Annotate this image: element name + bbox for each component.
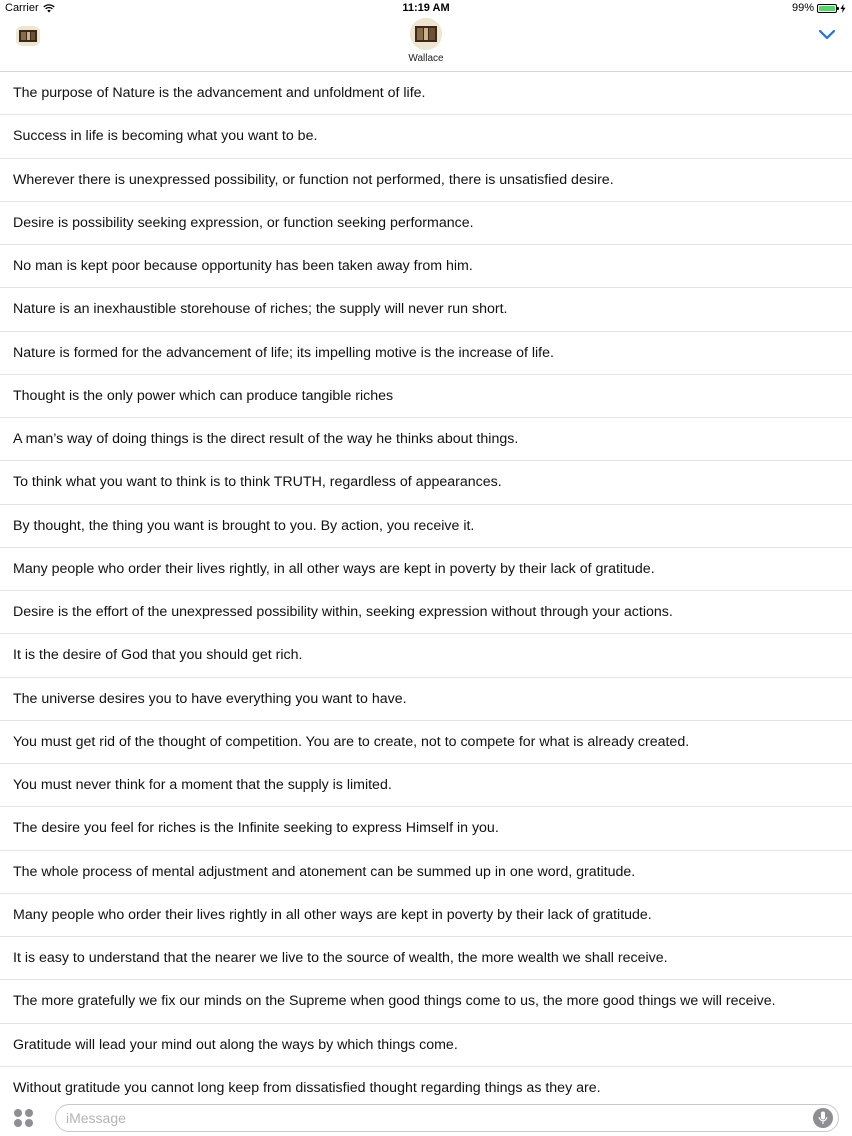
quote-row[interactable]: A man’s way of doing things is the direct result of the way he thinks about things. — [0, 418, 852, 461]
quote-row[interactable]: By thought, the thing you want is brought to you. By action, you receive it. — [0, 505, 852, 548]
battery-indicator — [792, 2, 846, 14]
message-compose-bar — [0, 1100, 852, 1136]
chevron-down-icon[interactable] — [818, 28, 836, 42]
quote-row[interactable]: Many people who order their lives rightly in all other ways are kept in poverty by their lack of gratitude. — [0, 894, 852, 937]
quote-row[interactable]: The more gratefully we fix our minds on the Supreme when good things come to us, the more good things we will receive. — [0, 980, 852, 1023]
dictation-button[interactable] — [813, 1108, 833, 1128]
contact-avatar[interactable] — [410, 18, 442, 50]
quote-row[interactable]: You must get rid of the thought of competition. You are to create, not to compete for what is already created. — [0, 721, 852, 764]
quote-row[interactable]: The desire you feel for riches is the Infinite seeking to express Himself in you. — [0, 807, 852, 850]
quote-row[interactable]: To think what you want to think is to think TRUTH, regardless of appearances. — [0, 461, 852, 504]
microphone-icon — [818, 1111, 828, 1125]
quote-row[interactable]: Desire is the effort of the unexpressed possibility within, seeking expression without through your actions. — [0, 591, 852, 634]
message-input[interactable] — [55, 1104, 839, 1132]
quote-row[interactable]: The universe desires you to have everything you want to have. — [0, 678, 852, 721]
quote-row[interactable]: No man is kept poor because opportunity has been taken away from him. — [0, 245, 852, 288]
quote-row[interactable]: The whole process of mental adjustment and atonement can be summed up in one word, gratitude. — [0, 851, 852, 894]
contact-name[interactable]: Wallace — [408, 53, 444, 64]
quote-row[interactable]: You must never think for a moment that the supply is limited. — [0, 764, 852, 807]
quote-row[interactable]: Nature is an inexhaustible storehouse of riches; the supply will never run short. — [0, 288, 852, 331]
app-thumbnail-icon[interactable] — [16, 26, 40, 46]
quote-row[interactable]: Thought is the only power which can produce tangible riches — [0, 375, 852, 418]
status-time: 11:19 AM — [402, 2, 450, 14]
quote-row[interactable]: Wherever there is unexpressed possibility, or function not performed, there is unsatisfied desire. — [0, 159, 852, 202]
quote-row[interactable]: Gratitude will lead your mind out along the ways by which things come. — [0, 1024, 852, 1067]
quote-row[interactable]: Without gratitude you cannot long keep from dissatisfied thought regarding things as they are. — [0, 1067, 852, 1110]
quote-row[interactable]: Many people who order their lives rightly, in all other ways are kept in poverty by their lack of gratitude. — [0, 548, 852, 591]
quote-row[interactable]: It is easy to understand that the nearer we live to the source of wealth, the more wealth we shall receive. — [0, 937, 852, 980]
quote-row[interactable]: Nature is formed for the advancement of life; its impelling motive is the increase of life. — [0, 332, 852, 375]
quote-list — [0, 72, 852, 1110]
quote-row[interactable]: Desire is possibility seeking expression, or function seeking performance. — [0, 202, 852, 245]
quote-row[interactable]: It is the desire of God that you should get rich. — [0, 634, 852, 677]
conversation-header — [0, 16, 852, 72]
battery-level — [819, 6, 835, 11]
battery-icon — [817, 4, 837, 13]
status-bar — [0, 0, 852, 16]
battery-percent: 99% — [791, 2, 814, 14]
quote-row[interactable]: Success in life is becoming what you want to be. — [0, 115, 852, 158]
app-drawer-icon[interactable] — [12, 1108, 36, 1128]
charging-bolt-icon — [840, 4, 846, 13]
quote-row[interactable]: The purpose of Nature is the advancement and unfoldment of life. — [0, 72, 852, 115]
carrier-label: Carrier — [5, 2, 39, 14]
